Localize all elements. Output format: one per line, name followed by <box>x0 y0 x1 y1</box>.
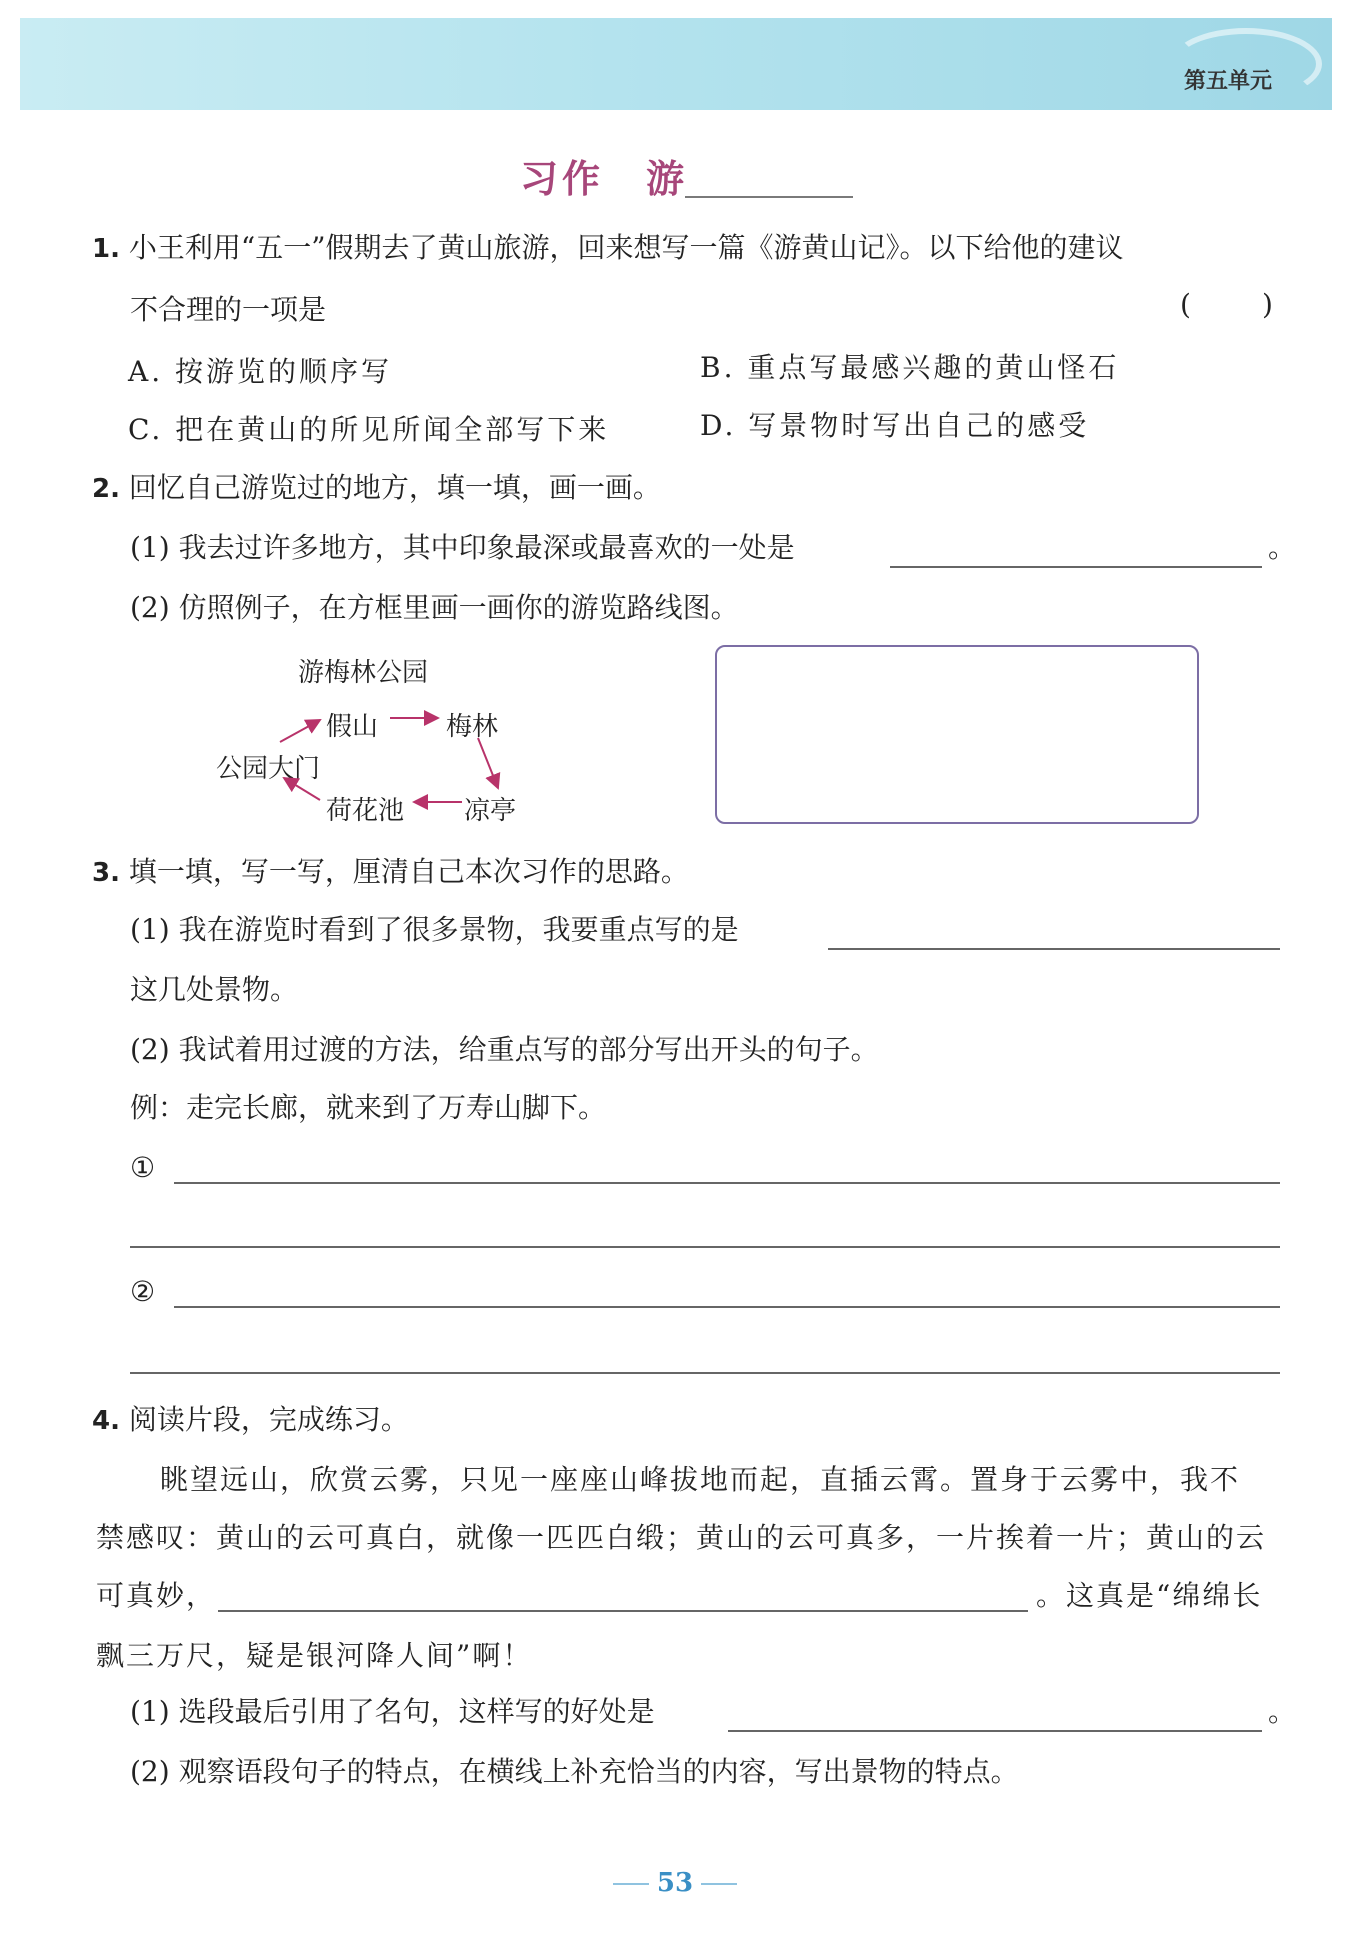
q3-line <box>92 852 689 893</box>
q1-option-b[interactable] <box>700 348 1119 388</box>
passage-line-4: 飘三万尺，疑是银河降人间”啊！ <box>96 1639 533 1672</box>
q3-mark-1: ① <box>130 1151 156 1184</box>
q2-sub1-blank[interactable] <box>890 566 1262 568</box>
q3-mark-2: ② <box>130 1275 156 1308</box>
passage-blank[interactable] <box>218 1610 1028 1612</box>
option-text: 写景物时写出自己的感受 <box>748 409 1090 442</box>
option-text: 重点写最感兴趣的黄山怪石 <box>747 351 1120 384</box>
q4-sub1-end: 。 <box>1268 1695 1297 1728</box>
q2-text: 回忆自己游览过的地方，填一填，画一画。 <box>128 471 661 504</box>
route-node-plum: 梅林 <box>446 712 499 742</box>
arrow-gate-to-rockery <box>280 720 320 742</box>
header-banner <box>20 18 1332 110</box>
q3-example: 例：走完长廊，就来到了万寿山脚下。 <box>130 1091 607 1124</box>
q1-option-a[interactable] <box>128 352 392 392</box>
q1-answer-box[interactable] <box>1196 290 1258 326</box>
route-arrows <box>200 690 540 840</box>
route-node-pavilion: 凉亭 <box>464 796 517 826</box>
q1-option-c[interactable] <box>128 410 609 450</box>
q1-text-line2: 不合理的一项是 <box>130 293 327 326</box>
q3-sub1: (1) 我在游览时看到了很多景物，我要重点写的是 <box>130 913 739 946</box>
q1-text-line1: 小王利用“五一”假期去了黄山旅游，回来想写一篇《游黄山记》。以下给他的建议 <box>128 231 1124 264</box>
q4-line <box>92 1400 409 1441</box>
drawing-box[interactable] <box>715 645 1199 824</box>
option-letter: C. <box>128 413 164 446</box>
q3-answer-1-line1[interactable] <box>174 1182 1280 1184</box>
arrow-plum-to-pavilion <box>478 738 498 788</box>
unit-label: 第五单元 <box>1183 69 1272 94</box>
option-letter: A. <box>128 355 164 388</box>
q1-paren-open: ( <box>1180 288 1191 321</box>
route-node-lotus: 荷花池 <box>326 796 405 826</box>
q3-sub1-blank[interactable] <box>828 948 1280 950</box>
q3-sub1-cont: 这几处景物。 <box>130 973 299 1006</box>
page-number <box>0 1868 1350 1898</box>
page-title: 习作 游 <box>520 157 689 201</box>
q1-number: 1. <box>92 234 120 264</box>
q4-number: 4. <box>92 1406 120 1436</box>
q3-number: 3. <box>92 858 120 888</box>
q2-number: 2. <box>92 474 120 504</box>
page-number-dash-right <box>701 1883 737 1885</box>
passage-line-3a: 可真妙， <box>96 1579 217 1612</box>
q2-sub1-end: 。 <box>1268 531 1297 564</box>
route-node-rockery: 假山 <box>326 712 379 742</box>
q3-answer-2-line2[interactable] <box>130 1372 1280 1374</box>
q3-sub2: (2) 我试着用过渡的方法，给重点写的部分写出开头的句子。 <box>130 1033 879 1066</box>
q3-answer-1-line2[interactable] <box>130 1246 1280 1248</box>
q2-sub1: (1) 我去过许多地方，其中印象最深或最喜欢的一处是 <box>130 531 795 564</box>
option-text: 把在黄山的所见所闻全部写下来 <box>175 413 610 446</box>
q4-sub1: (1) 选段最后引用了名句，这样写的好处是 <box>130 1695 655 1728</box>
route-example-title: 游梅林公园 <box>298 658 429 688</box>
option-letter: D. <box>700 409 737 442</box>
option-letter: B. <box>700 351 736 384</box>
q3-text: 填一填，写一写，厘清自己本次习作的思路。 <box>128 855 689 888</box>
q4-sub1-blank[interactable] <box>728 1730 1262 1732</box>
page-number-value: 53 <box>656 1868 694 1898</box>
passage-line-1: 眺望远山，欣赏云雾，只见一座座山峰拔地而起，直插云霄。置身于云雾中，我不 <box>160 1463 1241 1496</box>
q2-sub2: (2) 仿照例子，在方框里画一画你的游览路线图。 <box>130 591 739 624</box>
q4-sub2: (2) 观察语段句子的特点，在横线上补充恰当的内容，写出景物的特点。 <box>130 1755 1019 1788</box>
q3-answer-2-line1[interactable] <box>174 1306 1280 1308</box>
arrow-lotus-to-gate <box>284 778 320 800</box>
page-number-dash-left <box>613 1883 649 1885</box>
q1-paren-close: ) <box>1262 288 1273 321</box>
q1-option-d[interactable] <box>700 406 1089 446</box>
passage-line-2: 禁感叹：黄山的云可真白，就像一匹匹白缎；黄山的云可真多，一片挨着一片；黄山的云 <box>96 1521 1267 1554</box>
passage-line-3b: 。这真是“绵绵长 <box>1036 1579 1263 1612</box>
q1-line1 <box>92 228 1124 269</box>
q4-text: 阅读片段，完成练习。 <box>128 1403 409 1436</box>
title-blank[interactable] <box>685 196 853 198</box>
q2-line <box>92 468 661 509</box>
route-node-gate: 公园大门 <box>216 754 321 784</box>
option-text: 按游览的顺序写 <box>175 355 393 388</box>
